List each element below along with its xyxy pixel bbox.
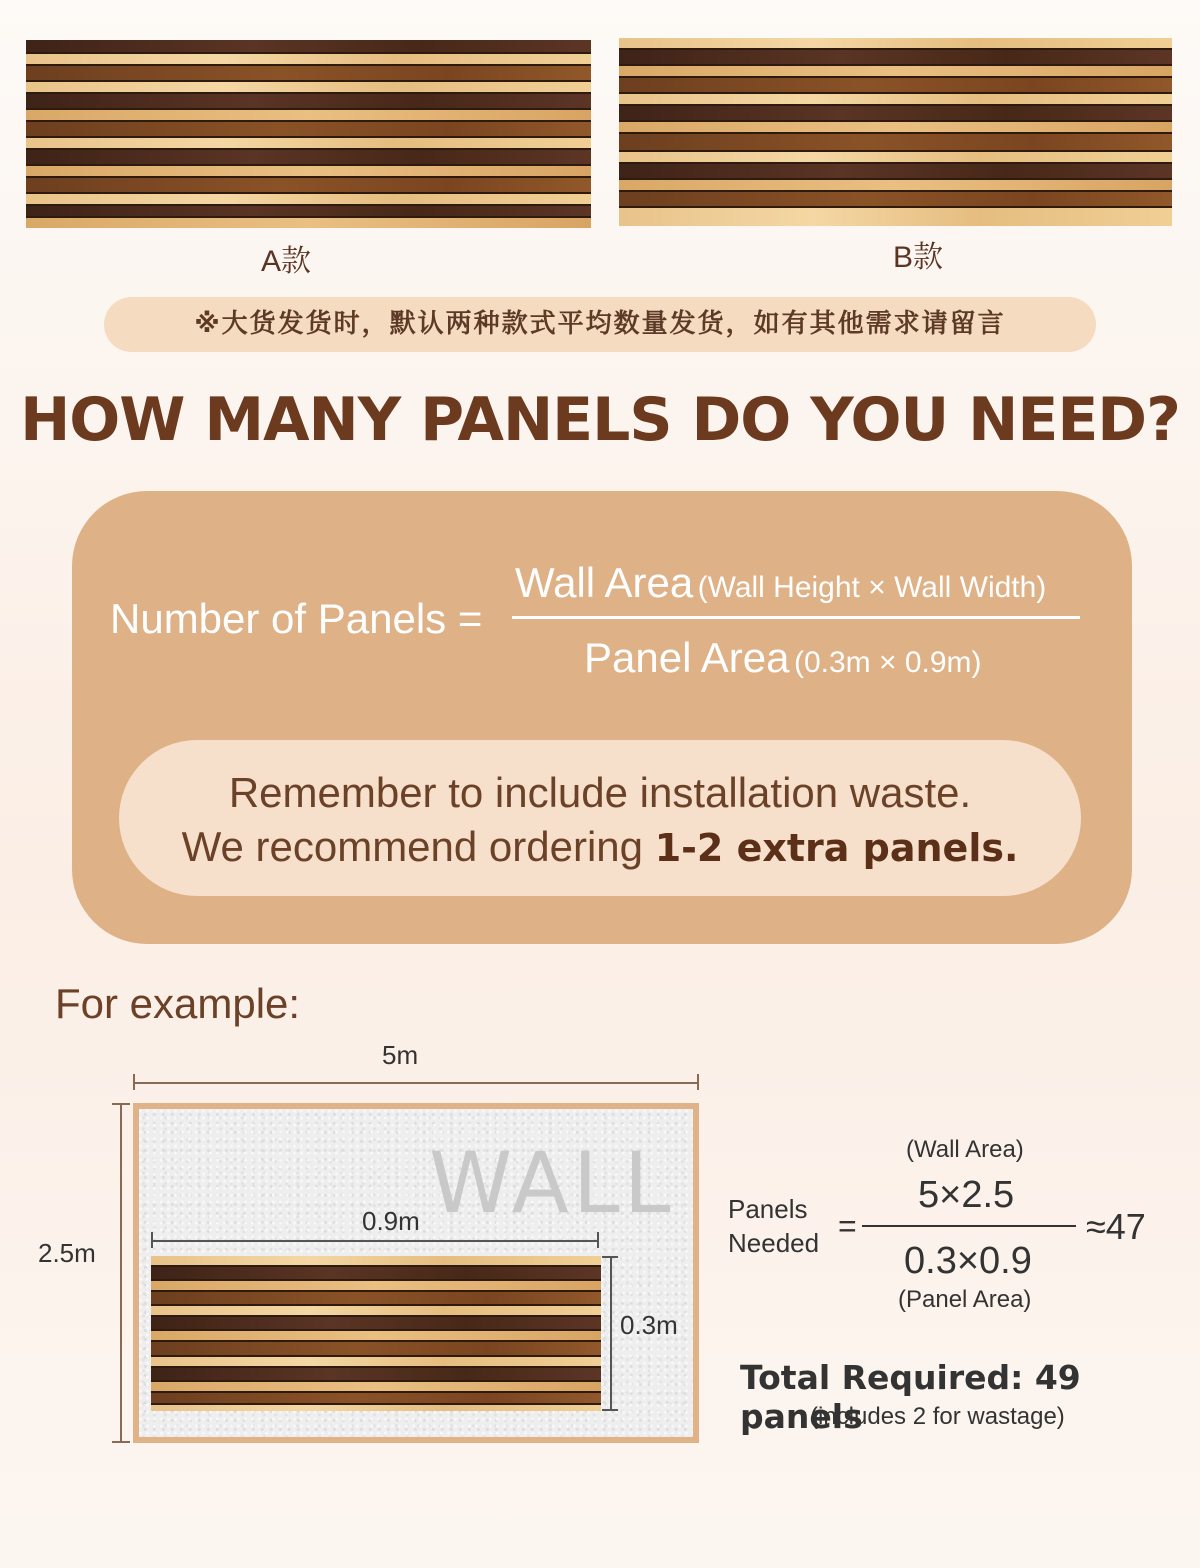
wall-width-tick-right — [697, 1074, 699, 1090]
calc-result: ≈47 — [1086, 1206, 1146, 1247]
reminder-line-2-prefix: We recommend ordering — [181, 823, 655, 870]
calc-label-line-1: Panels — [728, 1194, 808, 1224]
wall-height-tick-top — [112, 1103, 130, 1105]
panel-width-tick-right — [597, 1232, 599, 1248]
example-panel-image — [151, 1256, 601, 1411]
wall-height-label: 2.5m — [38, 1238, 96, 1268]
waste-reminder — [119, 740, 1081, 896]
wall-width-dimension-line — [133, 1082, 699, 1084]
wall-width-tick-left — [133, 1074, 135, 1090]
style-b-label: B款 — [892, 241, 943, 274]
calc-denominator: 0.3×0.9 — [904, 1240, 1032, 1282]
reminder-line-2 — [119, 819, 1081, 876]
example-title: For example: — [55, 980, 301, 1027]
wall-watermark: WALL — [429, 1134, 675, 1232]
panel-height-label: 0.3m — [620, 1310, 678, 1340]
calc-numerator: 5×2.5 — [918, 1174, 1015, 1216]
total-note: (includes 2 for wastage) — [810, 1403, 1065, 1430]
panel-width-tick-left — [151, 1232, 153, 1248]
shipping-notice: ※大货发货时，默认两种款式平均数量发货，如有其他需求请留言 — [104, 297, 1096, 352]
total-required: Total Required: 49 panels — [740, 1358, 1081, 1436]
style-a-label: A款 — [260, 245, 311, 278]
formula-denominator-text: Panel Area — [584, 634, 790, 681]
panel-width-label: 0.9m — [362, 1206, 420, 1236]
style-b-panel-image — [619, 38, 1172, 226]
wall-width-label: 5m — [382, 1040, 419, 1070]
wall-height-tick-bottom — [112, 1441, 130, 1443]
panel-width-dimension-line — [151, 1240, 599, 1242]
formula-numerator-text: Wall Area — [515, 559, 694, 606]
formula-denominator-detail: (0.3m × 0.9m) — [793, 646, 982, 679]
page-title: HOW MANY PANELS DO YOU NEED? — [20, 385, 1180, 455]
wall-height-dimension-line — [120, 1103, 122, 1443]
formula-numerator-detail: (Wall Height × Wall Width) — [697, 571, 1047, 604]
calc-equals: = — [838, 1208, 857, 1244]
formula-label: Number of Panels = — [110, 595, 483, 642]
formula-fraction-line — [512, 616, 1080, 619]
panel-height-tick-top — [602, 1256, 618, 1258]
formula-numerator — [515, 559, 1046, 607]
calc-numerator-caption: (Wall Area) — [906, 1136, 1024, 1163]
calc-denominator-caption: (Panel Area) — [898, 1286, 1032, 1313]
formula-denominator — [584, 634, 982, 682]
reminder-extra-panels: 1-2 extra panels. — [654, 826, 1019, 870]
reminder-line-1: Remember to include installation waste. — [228, 769, 972, 816]
panel-height-tick-bottom — [602, 1409, 618, 1411]
style-a-panel-image — [26, 40, 591, 228]
calc-label-line-2: Needed — [728, 1228, 820, 1258]
panel-height-dimension-line — [610, 1256, 612, 1411]
calc-fraction-line — [862, 1225, 1076, 1227]
